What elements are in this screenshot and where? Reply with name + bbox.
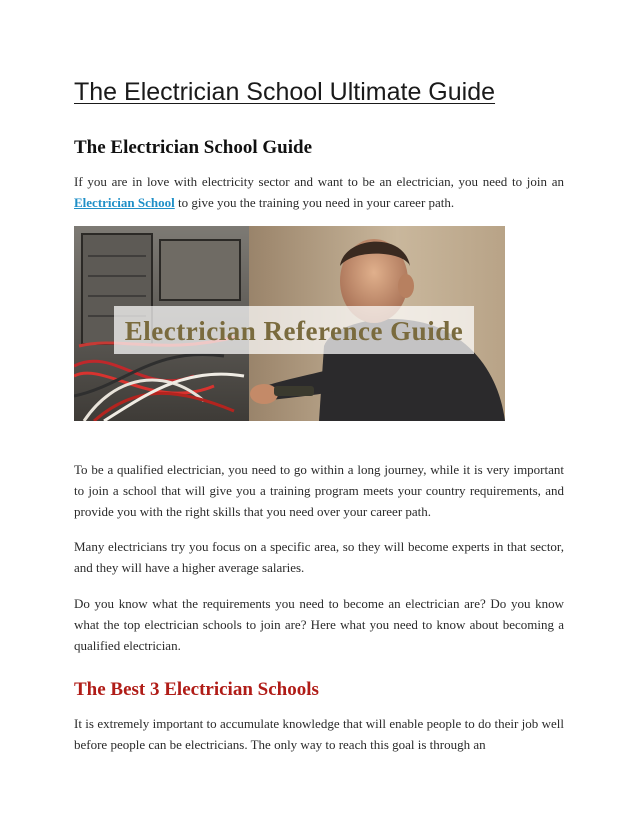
photo-overlay-text: Electrician Reference Guide xyxy=(124,316,464,346)
body-paragraph: It is extremely important to accumulate knowledge that will enable people to do their job well before people can be electricians. The only way to reach this goal is through an xyxy=(74,716,564,752)
intro-paragraph xyxy=(74,171,564,213)
electrician-school-link[interactable]: Electrician School xyxy=(74,195,175,210)
body-paragraph: Do you know what the requirements you need to become an electrician are? Do you know what the top electrician schools to join are? Here what you need to know about becoming a qualified electrician. xyxy=(74,596,564,653)
intro-text-start: If you are in love with electricity sector and want to be an electrician, you need to join an xyxy=(74,174,564,189)
section-heading-guide: The Electrician School Guide xyxy=(74,137,313,158)
electrician-photo xyxy=(74,226,505,421)
body-paragraph: Many electricians try you focus on a specific area, so they will become experts in that sector, and they will have a higher average salaries. xyxy=(74,539,564,575)
section-heading-best-schools: The Best 3 Electrician Schools xyxy=(74,679,319,700)
page-title: The Electrician School Ultimate Guide xyxy=(74,78,496,106)
body-paragraph: To be a qualified electrician, you need to go within a long journey, while it is very important to join a school that will give you a training program meets your country requirements, and provide you with the right skills that you need over your career path. xyxy=(74,462,564,519)
document-page xyxy=(74,0,564,826)
intro-text-end: to give you the training you need in your career path. xyxy=(174,195,455,210)
